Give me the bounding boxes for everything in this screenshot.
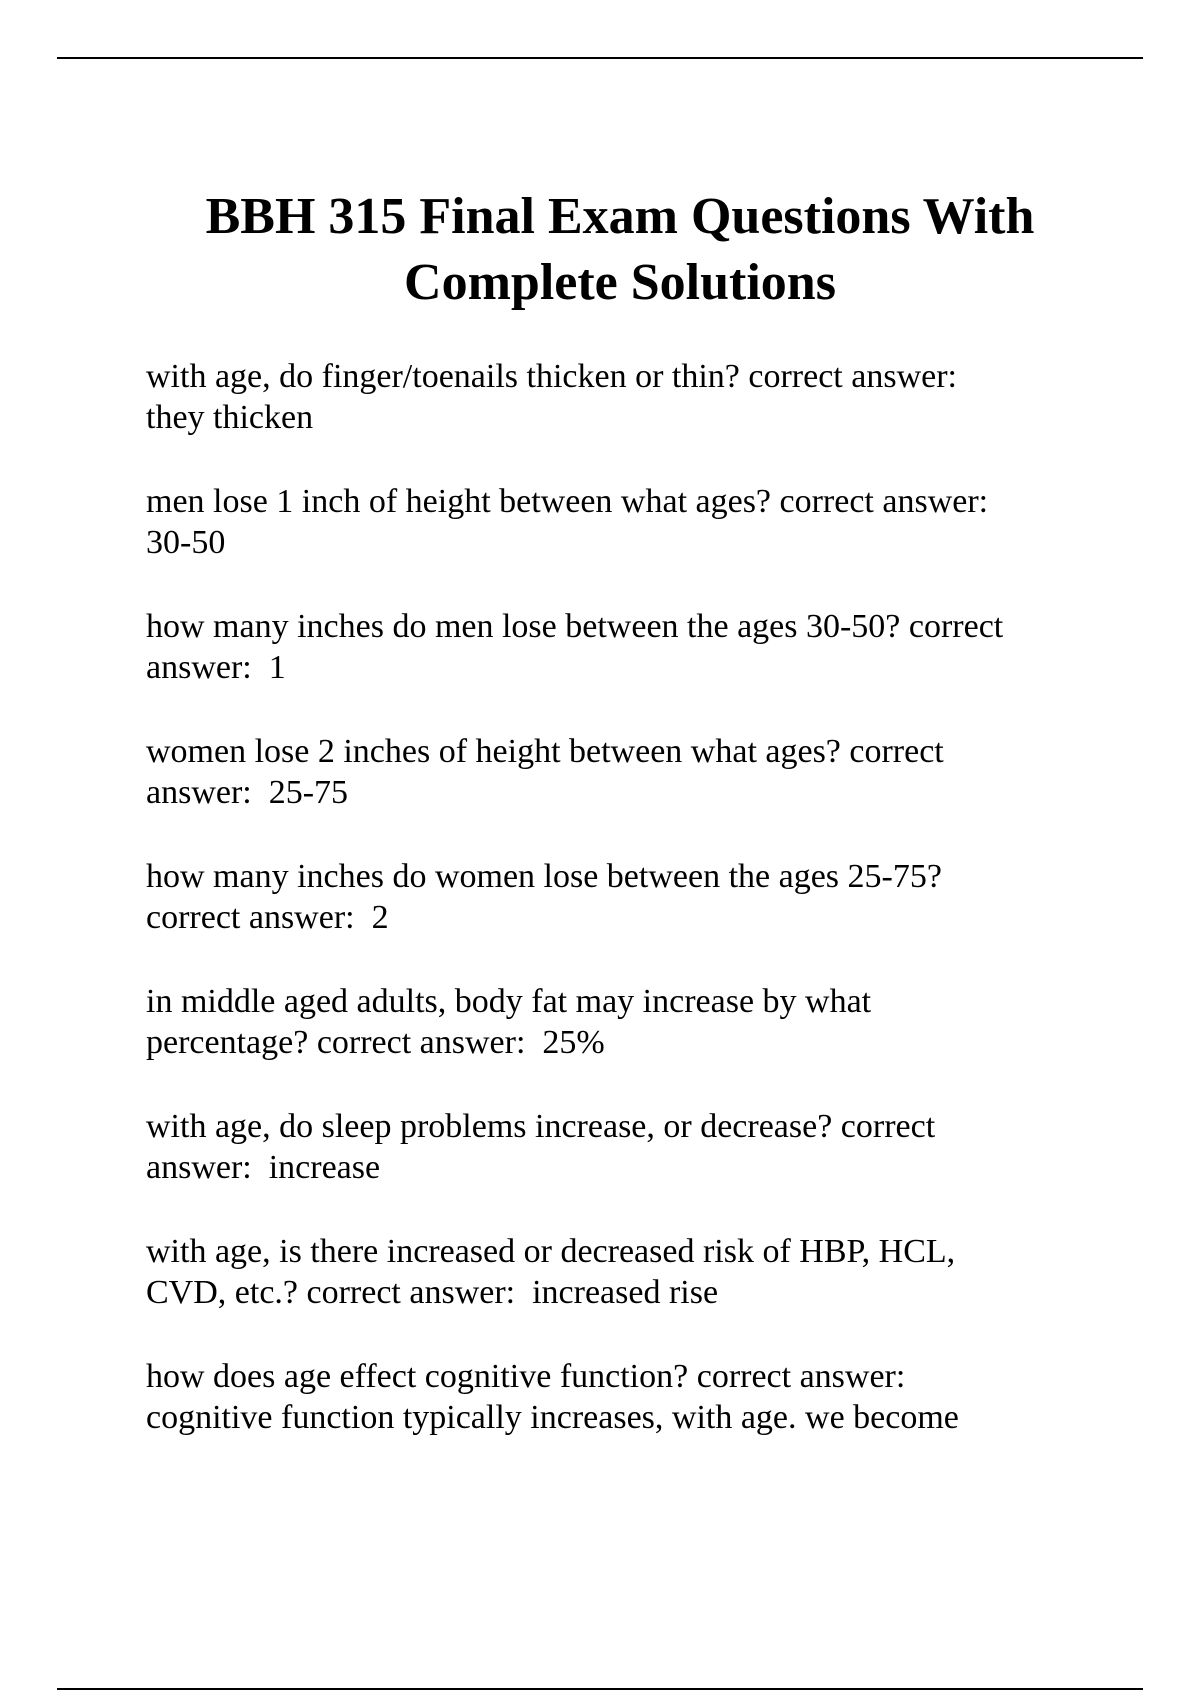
qa-item xyxy=(146,1106,1086,1188)
qa-line-2: correct answer: 2 xyxy=(146,899,389,936)
question-answer-list xyxy=(146,356,1086,1481)
qa-line-2: they thicken xyxy=(146,399,314,436)
qa-line-2: cognitive function typically increases, with age. we become xyxy=(146,1399,959,1436)
qa-item xyxy=(146,1356,1086,1438)
qa-line-2: 30-50 xyxy=(146,524,226,561)
qa-line-2: answer: increase xyxy=(146,1149,381,1186)
title-line-2: Complete Solutions xyxy=(404,254,836,311)
qa-line-1: women lose 2 inches of height between what ages? correct xyxy=(146,733,944,770)
qa-line-2: answer: 25-75 xyxy=(146,774,349,811)
qa-item xyxy=(146,1231,1086,1313)
qa-line-2: CVD, etc.? correct answer: increased rise xyxy=(146,1274,719,1311)
qa-line-2: answer: 1 xyxy=(146,649,286,686)
qa-line-1: with age, do finger/toenails thicken or thin? correct answer: xyxy=(146,358,957,395)
qa-line-2: percentage? correct answer: 25% xyxy=(146,1024,605,1061)
qa-line-1: in middle aged adults, body fat may increase by what xyxy=(146,983,872,1020)
qa-line-1: with age, is there increased or decreased risk of HBP, HCL, xyxy=(146,1233,956,1270)
qa-item xyxy=(146,606,1086,688)
qa-item xyxy=(146,481,1086,563)
title-line-1: BBH 315 Final Exam Questions With xyxy=(205,188,1035,245)
qa-item xyxy=(146,356,1086,438)
qa-line-1: with age, do sleep problems increase, or decrease? correct xyxy=(146,1108,936,1145)
bottom-divider xyxy=(57,1688,1143,1690)
qa-item xyxy=(146,981,1086,1063)
qa-item xyxy=(146,731,1086,813)
qa-line-1: how many inches do men lose between the ages 30-50? correct xyxy=(146,608,1004,645)
document-title xyxy=(100,184,1140,316)
qa-line-1: how does age effect cognitive function? correct answer: xyxy=(146,1358,906,1395)
qa-line-1: how many inches do women lose between the ages 25-75? xyxy=(146,858,942,895)
top-divider xyxy=(57,57,1143,59)
qa-line-1: men lose 1 inch of height between what ages? correct answer: xyxy=(146,483,989,520)
qa-item xyxy=(146,856,1086,938)
